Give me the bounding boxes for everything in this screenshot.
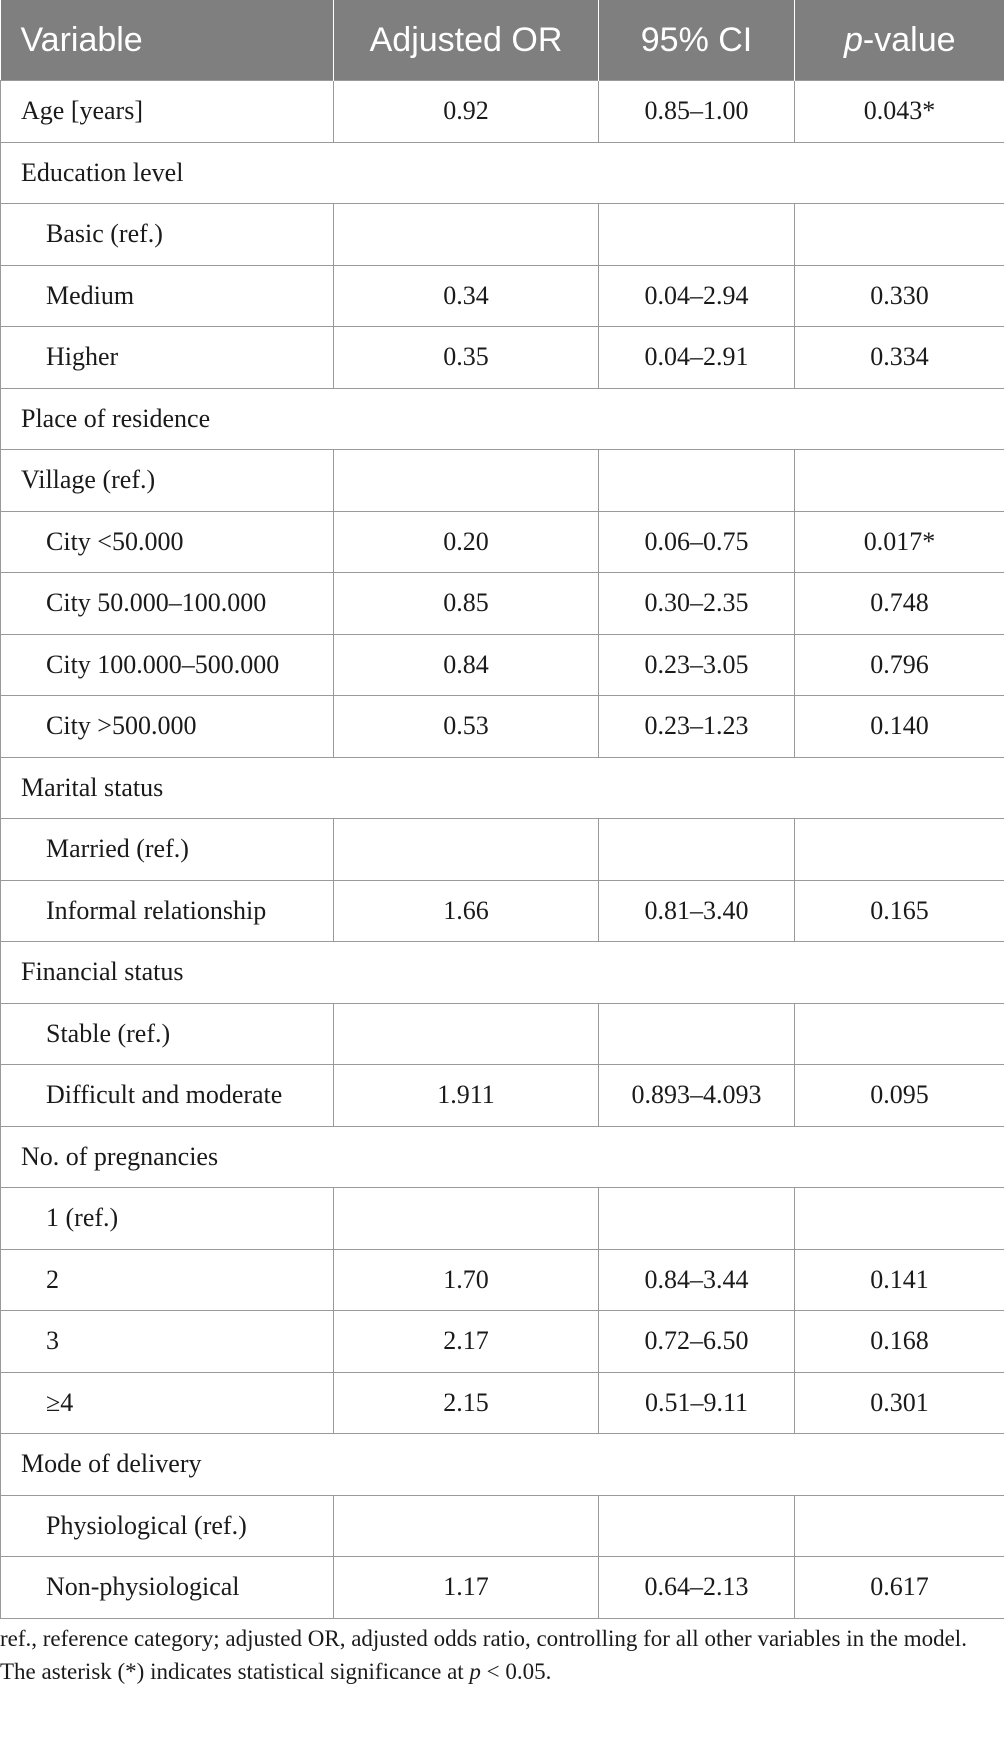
table-row: [1, 573, 1004, 635]
table-row: [1, 327, 1004, 389]
ci-cell: 0.72–6.50: [599, 1311, 795, 1373]
table-row: [1, 450, 1004, 512]
section-row: [1, 942, 1004, 1004]
p-value-cell: 0.095: [795, 1065, 1004, 1127]
ci-cell: 0.81–3.40: [599, 880, 795, 942]
adjusted-or-cell: [334, 1495, 599, 1557]
variable-label: 2: [1, 1249, 334, 1311]
p-value-cell: 0.141: [795, 1249, 1004, 1311]
adjusted-or-cell: 1.911: [334, 1065, 599, 1127]
adjusted-or-cell: 0.35: [334, 327, 599, 389]
header-95-ci: 95% CI: [599, 0, 795, 81]
ci-cell: 0.85–1.00: [599, 81, 795, 143]
variable-label: ≥4: [1, 1372, 334, 1434]
table-row: [1, 880, 1004, 942]
p-value-cell: [795, 1003, 1004, 1065]
header-p-value: [795, 0, 1004, 81]
section-label: Financial status: [1, 942, 1004, 1004]
table-body: [1, 81, 1004, 1619]
table-row: [1, 1311, 1004, 1373]
section-label: No. of pregnancies: [1, 1126, 1004, 1188]
variable-label: Higher: [1, 327, 334, 389]
variable-label: Age [years]: [1, 81, 334, 143]
header-variable: Variable: [1, 0, 334, 81]
p-value-cell: [795, 1188, 1004, 1250]
section-label: Mode of delivery: [1, 1434, 1004, 1496]
ci-cell: [599, 819, 795, 881]
section-row: [1, 1126, 1004, 1188]
p-value-cell: 0.017*: [795, 511, 1004, 573]
adjusted-or-cell: [334, 819, 599, 881]
adjusted-or-cell: 0.84: [334, 634, 599, 696]
section-label: Education level: [1, 142, 1004, 204]
table-row: [1, 1372, 1004, 1434]
ci-cell: 0.23–1.23: [599, 696, 795, 758]
table-row: [1, 204, 1004, 266]
ci-cell: 0.84–3.44: [599, 1249, 795, 1311]
p-value-cell: [795, 819, 1004, 881]
table-row: [1, 511, 1004, 573]
adjusted-or-cell: 0.20: [334, 511, 599, 573]
table-footnotes: [0, 1622, 990, 1688]
p-value-cell: [795, 1495, 1004, 1557]
p-value-cell: 0.301: [795, 1372, 1004, 1434]
footnote-threshold: < 0.05.: [480, 1659, 552, 1684]
ci-cell: [599, 1495, 795, 1557]
variable-label: City <50.000: [1, 511, 334, 573]
section-row: [1, 142, 1004, 204]
header-adjusted-or: Adjusted OR: [334, 0, 599, 81]
table-row: [1, 1557, 1004, 1619]
ci-cell: 0.23–3.05: [599, 634, 795, 696]
p-value-cell: 0.043*: [795, 81, 1004, 143]
ci-cell: [599, 204, 795, 266]
table-row: [1, 265, 1004, 327]
variable-label: City >500.000: [1, 696, 334, 758]
p-value-cell: 0.330: [795, 265, 1004, 327]
section-row: [1, 1434, 1004, 1496]
variable-label: Difficult and moderate: [1, 1065, 334, 1127]
adjusted-or-cell: [334, 1188, 599, 1250]
header-p-suffix: -value: [862, 20, 956, 59]
adjusted-or-cell: 0.53: [334, 696, 599, 758]
adjusted-or-cell: 1.17: [334, 1557, 599, 1619]
section-label: Marital status: [1, 757, 1004, 819]
p-value-cell: 0.748: [795, 573, 1004, 635]
ci-cell: [599, 1003, 795, 1065]
table-header: [1, 0, 1004, 81]
adjusted-or-cell: [334, 450, 599, 512]
ci-cell: 0.30–2.35: [599, 573, 795, 635]
variable-label: Basic (ref.): [1, 204, 334, 266]
variable-label: Medium: [1, 265, 334, 327]
footnote-significance: [0, 1655, 990, 1688]
table-row: [1, 1003, 1004, 1065]
table-row: [1, 1065, 1004, 1127]
variable-label: City 50.000–100.000: [1, 573, 334, 635]
variable-label: Stable (ref.): [1, 1003, 334, 1065]
ci-cell: [599, 1188, 795, 1250]
table-row: [1, 696, 1004, 758]
variable-label: City 100.000–500.000: [1, 634, 334, 696]
ci-cell: [599, 450, 795, 512]
p-value-cell: 0.617: [795, 1557, 1004, 1619]
variable-label: 3: [1, 1311, 334, 1373]
table-row: [1, 634, 1004, 696]
footnote-p-italic: p: [469, 1659, 481, 1684]
table-row: [1, 81, 1004, 143]
variable-label: Informal relationship: [1, 880, 334, 942]
table-row: [1, 1495, 1004, 1557]
ci-cell: 0.51–9.11: [599, 1372, 795, 1434]
variable-label: Married (ref.): [1, 819, 334, 881]
ci-cell: 0.04–2.94: [599, 265, 795, 327]
adjusted-or-cell: 0.85: [334, 573, 599, 635]
footnote-significance-text: The asterisk (*) indicates statistical significance at: [0, 1659, 470, 1684]
adjusted-or-cell: 0.34: [334, 265, 599, 327]
section-row: [1, 757, 1004, 819]
p-value-cell: 0.168: [795, 1311, 1004, 1373]
header-row: [1, 0, 1004, 81]
ci-cell: 0.64–2.13: [599, 1557, 795, 1619]
header-p-italic: p: [843, 20, 863, 59]
adjusted-or-cell: 0.92: [334, 81, 599, 143]
variable-label: Non-physiological: [1, 1557, 334, 1619]
ci-cell: 0.893–4.093: [599, 1065, 795, 1127]
ci-cell: 0.04–2.91: [599, 327, 795, 389]
footnote-abbreviations: ref., reference category; adjusted OR, adjusted odds ratio, controlling for all other variables in the model.: [0, 1626, 967, 1651]
p-value-cell: [795, 204, 1004, 266]
table-row: [1, 819, 1004, 881]
section-row: [1, 388, 1004, 450]
section-label: Place of residence: [1, 388, 1004, 450]
table-row: [1, 1188, 1004, 1250]
variable-label: 1 (ref.): [1, 1188, 334, 1250]
adjusted-or-cell: [334, 1003, 599, 1065]
p-value-cell: [795, 450, 1004, 512]
p-value-cell: 0.140: [795, 696, 1004, 758]
variable-label: Village (ref.): [1, 450, 334, 512]
p-value-cell: 0.165: [795, 880, 1004, 942]
adjusted-or-cell: [334, 204, 599, 266]
table-row: [1, 1249, 1004, 1311]
variable-label: Physiological (ref.): [1, 1495, 334, 1557]
adjusted-or-cell: 1.66: [334, 880, 599, 942]
p-value-cell: 0.334: [795, 327, 1004, 389]
ci-cell: 0.06–0.75: [599, 511, 795, 573]
adjusted-or-cell: 2.15: [334, 1372, 599, 1434]
p-value-cell: 0.796: [795, 634, 1004, 696]
adjusted-or-cell: 2.17: [334, 1311, 599, 1373]
adjusted-or-cell: 1.70: [334, 1249, 599, 1311]
